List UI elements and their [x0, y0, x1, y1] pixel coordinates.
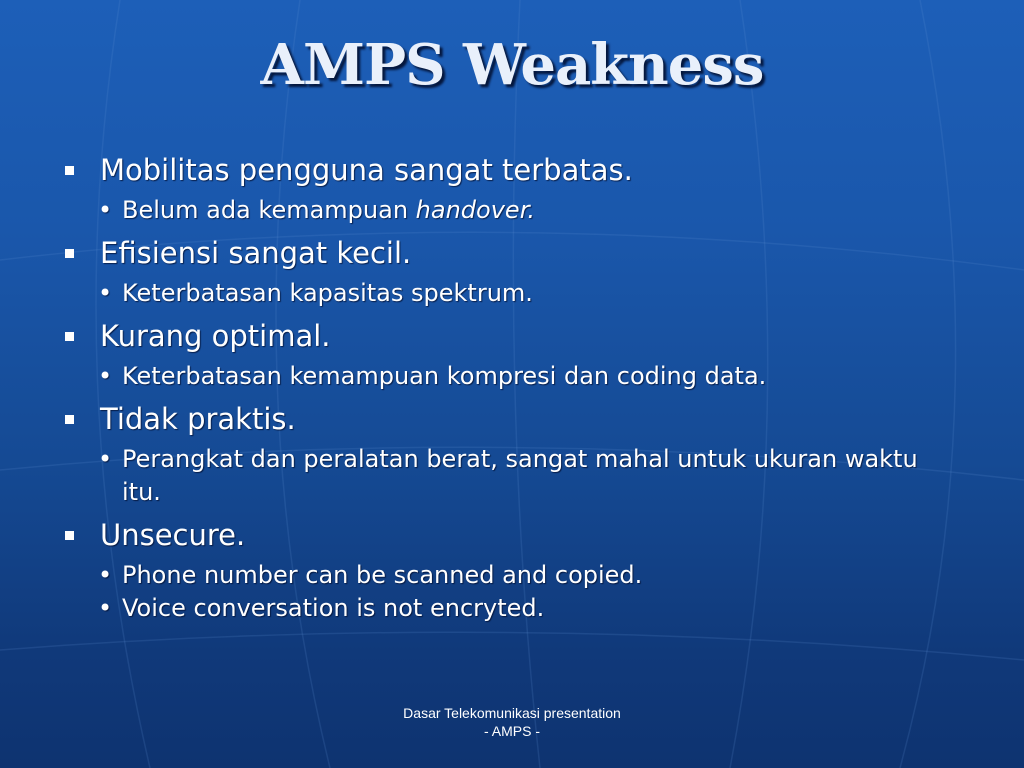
sub-bullet-item	[76, 277, 962, 310]
slide-title: AMPS Weakness	[260, 32, 764, 98]
bullet-text: Unsecure.	[100, 518, 246, 552]
sub-bullet-item	[76, 443, 962, 509]
sub-bullet-text: Keterbatasan kapasitas spektrum.	[122, 279, 533, 307]
dot-bullet-icon: •	[98, 445, 113, 473]
footer-line-1: Dasar Telekomunikasi presentation	[403, 705, 621, 721]
sub-bullet-list	[62, 559, 962, 625]
footer-line-2: - AMPS -	[483, 723, 540, 739]
sub-bullet-list	[62, 277, 962, 310]
bullet-text: Tidak praktis.	[100, 402, 296, 436]
bullet-item	[62, 316, 962, 356]
bullet-text: Kurang optimal.	[100, 319, 331, 353]
square-bullet-icon	[65, 249, 74, 258]
dot-bullet-icon: •	[98, 279, 113, 307]
bullet-item	[62, 399, 962, 439]
dot-bullet-icon: •	[98, 196, 113, 224]
bullet-item	[62, 150, 962, 190]
sub-bullet-text: Belum ada kemampuan	[122, 196, 416, 224]
sub-bullet-text: Keterbatasan kemampuan kompresi dan coding data.	[122, 362, 767, 390]
dot-bullet-icon: •	[98, 594, 113, 622]
bullet-text: Efisiensi sangat kecil.	[100, 236, 412, 270]
square-bullet-icon	[65, 531, 74, 540]
bullet-item	[62, 233, 962, 273]
dot-bullet-icon: •	[98, 561, 113, 589]
sub-bullet-list	[62, 443, 962, 509]
bullet-list	[62, 150, 962, 631]
square-bullet-icon	[65, 332, 74, 341]
dot-bullet-icon: •	[98, 362, 113, 390]
sub-bullet-list	[62, 194, 962, 227]
sub-bullet-text: Phone number can be scanned and copied.	[122, 561, 643, 589]
square-bullet-icon	[65, 166, 74, 175]
sub-bullet-item	[76, 559, 962, 592]
sub-bullet-emphasis: handover.	[415, 196, 535, 224]
slide-footer	[0, 704, 1024, 740]
sub-bullet-text: Perangkat dan peralatan berat, sangat mahal untuk ukuran waktu itu.	[122, 445, 918, 506]
sub-bullet-list	[62, 360, 962, 393]
sub-bullet-text: Voice conversation is not encryted.	[122, 594, 545, 622]
sub-bullet-item	[76, 592, 962, 625]
bullet-text: Mobilitas pengguna sangat terbatas.	[100, 153, 633, 187]
sub-bullet-item	[76, 360, 962, 393]
sub-bullet-item	[76, 194, 962, 227]
square-bullet-icon	[65, 415, 74, 424]
bullet-item	[62, 515, 962, 555]
